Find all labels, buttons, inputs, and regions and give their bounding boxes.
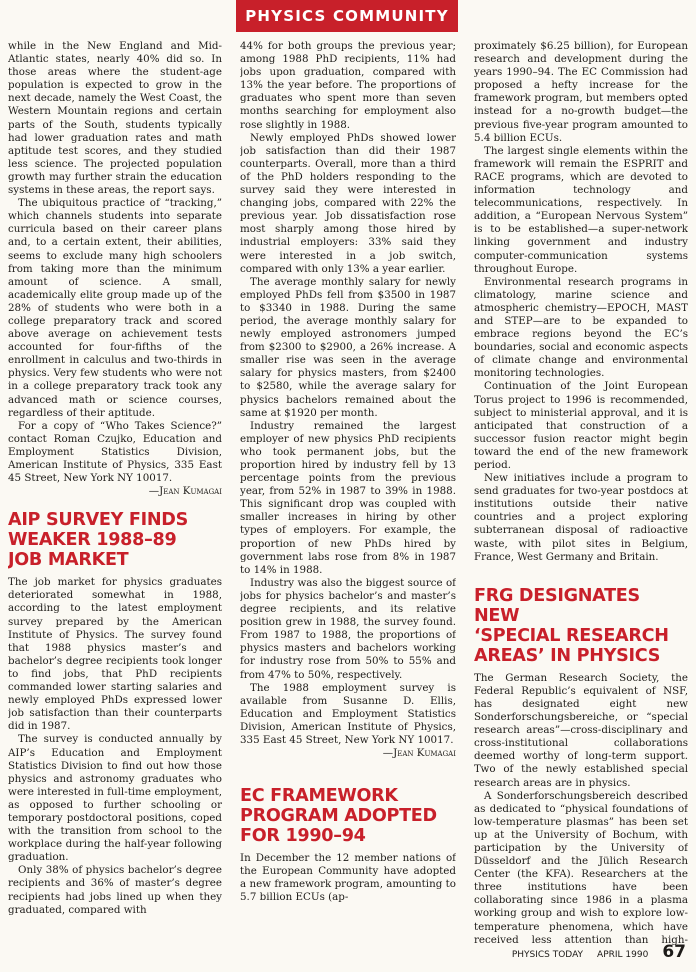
headline-line: PROGRAM ADOPTED xyxy=(240,806,437,827)
headline-line: EC FRAMEWORK xyxy=(240,786,398,807)
paragraph: In December the 12 member nations of the European Community have adopted a new framework program, amounting to 5.7 billion ECUs (ap- xyxy=(240,852,456,904)
headline-line: AREAS’ IN PHYSICS xyxy=(474,645,661,666)
author-signature: —Jean Kumagai xyxy=(382,747,456,760)
paragraph: Continuation of the Joint European Torus project to 1996 is recommended, subject to ministerial approval, and it is anticipated that construction of a successor fusion reactor might begin toward the end of the new framework period. xyxy=(474,380,688,471)
column-2 xyxy=(240,40,456,945)
issue-date: APRIL 1990 xyxy=(597,950,649,960)
paragraph: For a copy of “Who Takes Science?” contact Roman Czujko, Education and Employment Statistics Division, American Institute of Physics, 335 East 45 Street, New York NY 10017. xyxy=(8,419,222,485)
magazine-name: PHYSICS TODAY xyxy=(511,950,584,960)
page-footer xyxy=(512,942,686,962)
paragraph: Only 38% of physics bachelor’s degree recipients and 36% of master’s degree recipients had jobs lined up when they graduated, compared with xyxy=(8,864,222,916)
paragraph: The average monthly salary for newly employed PhDs fell from $3500 in 1987 to $3340 in 1988. During the same period, the average monthly salary for newly employed astronomers jumped from $2300 to $2900, a 26% increase. A smaller rise was seen in the average salary for physics masters, from $2400 to $2580, while the average salary for physics bachelors remained about the same at $1920 per month. xyxy=(240,275,456,419)
headline-frg-research-areas xyxy=(474,586,688,666)
column-1 xyxy=(8,40,222,945)
page-number: 67 xyxy=(662,942,686,962)
paragraph: The job market for physics graduates deteriorated somewhat in 1988, according to the latest employment survey prepared by the American Institute of Physics. The survey found that 1988 physics master’s and bachelor’s degree recipients took longer to find jobs, that PhD recipients commanded lower starting salaries and newly employed PhDs expressed lower job satisfaction than their counterparts did in 1987. xyxy=(8,576,222,733)
paragraph: while in the New England and Mid-Atlantic states, nearly 40% did so. In those areas where the student-age population is expected to grow in the next decade, namely the West Coast, the Western Mountain regions and certain parts of the South, students typically had lower graduation rates and math aptitude test scores, and they studied less science. The projected population growth may further strain the education systems in these areas, the report says. xyxy=(8,40,222,197)
paragraph: Newly employed PhDs showed lower job satisfaction than did their 1987 counterparts. Overall, more than a third of the PhD holders responding to the survey said they were interested in changing jobs, compared with 22% the previous year. Job dissatisfaction rose most sharply among those hired by industrial employers: 33% said they were interested in a job switch, compared with only 13% a year earlier. xyxy=(240,131,456,275)
headline-line: FOR 1990–94 xyxy=(240,826,366,847)
paragraph: The 1988 employment survey is available from Susanne D. Ellis, Education and Employment Statistics Division, American Institute of Physics, 335 East 45 Street, New York NY 10017. xyxy=(240,681,456,746)
headline-line: JOB MARKET xyxy=(8,550,129,571)
paragraph: Industry was also the biggest source of jobs for physics bachelor’s and master’s degree recipients, and its relative position grew in 1988, the survey found. From 1987 to 1988, the proportions of physics masters and bachelors working for industry rose from 50% to 55% and from 47% to 50%, respectively. xyxy=(240,576,456,681)
headline-line: ‘SPECIAL RESEARCH xyxy=(474,625,669,646)
section-banner: PHYSICS COMMUNITY xyxy=(236,0,458,32)
paragraph: The German Research Society, the Federal Republic’s equivalent of NSF, has designated eight new Sonderforschungsbereiche, or “special research areas”—cross-disciplinary and cross-institutional collaborations deemed worthy of long-term support. Two of the newly established special research areas are in physics. xyxy=(474,671,688,789)
paragraph: proximately $6.25 billion), for European research and development during the years 1990–94. The EC Commission had proposed a hefty increase for the framework program, but members opted instead for a no-growth budget—the previous five-year program amounted to 5.4 billion ECUs. xyxy=(474,40,688,144)
headline-ec-framework xyxy=(240,786,456,846)
headline-line: AIP SURVEY FINDS xyxy=(8,510,188,531)
paragraph: Industry remained the largest employer of new physics PhD recipients who took permanent jobs, but the proportion hired by industry fell by 13 percentage points from the previous year, from 52% in 1987 to 39% in 1988. This significant drop was coupled with smaller increases in hiring by other types of employers. For example, the proportion of new PhDs hired by government labs rose from 8% in 1987 to 14% in 1988. xyxy=(240,419,456,576)
headline-line: WEAKER 1988–89 xyxy=(8,530,177,551)
paragraph: The survey is conducted annually by AIP’s Education and Employment Statistics Division to find out how those physics and astronomy graduates who were interested in full-time employment, as opposed to further schooling or temporary postdoctoral positions, coped with the transition from school to the workplace during the half-year following graduation. xyxy=(8,733,222,864)
paragraph: 44% for both groups the previous year; among 1988 PhD recipients, 11% had jobs upon graduation, compared with 13% the year before. The proportions of graduates who spent more than seven months searching for employment also rose slightly in 1988. xyxy=(240,40,456,131)
column-3 xyxy=(474,40,688,945)
headline-aip-survey xyxy=(8,510,222,570)
paragraph: A Sonderforschungsbereich described as dedicated to “physical foundations of low-temperature plasmas” has been set up at the University of Bochum, with participation by the University of Düsseldorf and the Jülich Research Center (the KFA). Researchers at the three institutions have been collaborating since 1986 in a plasma working group and wish to explore low-temperature phenomena, which have received less attention than high- xyxy=(474,789,688,945)
author-signature: —Jean Kumagai xyxy=(148,485,222,498)
paragraph: New initiatives include a program to send graduates for two-year postdocs at institutions outside their native countries and a project exploring subterranean disposal of radioactive waste, with pilot sites in Belgium, France, West Germany and Britain. xyxy=(474,472,688,563)
paragraph: The largest single elements within the framework will remain the ESPRIT and RACE programs, which are devoted to information technology and telecommunications, respectively. In addition, a “European Nervous System” is to be established—a super-network linking government and industry computer-communication systems throughout Europe. xyxy=(474,144,688,275)
headline-line: FRG DESIGNATES NEW xyxy=(474,585,640,626)
paragraph: The ubiquitous practice of “tracking,” which channels students into separate curricula based on their career plans and, to a certain extent, their abilities, seems to exclude many high schoolers from taking more than the minimum amount of science. A small, academically elite group made up of the 28% of students who were both in a college preparatory track and scored above average on achievement tests accounted for four-fifths of the enrollment in calculus and two-thirds in physics. Very few students who were not in a college preparatory track took any advanced math or science courses, regardless of their aptitude. xyxy=(8,197,222,419)
paragraph: Environmental research programs in climatology, marine science and atmospheric chemistry—EPOCH, MAST and STEP—are to be expanded to embrace regions beyond the EC’s boundaries, social and economic aspects of climate change and environmental monitoring technologies. xyxy=(474,275,688,380)
